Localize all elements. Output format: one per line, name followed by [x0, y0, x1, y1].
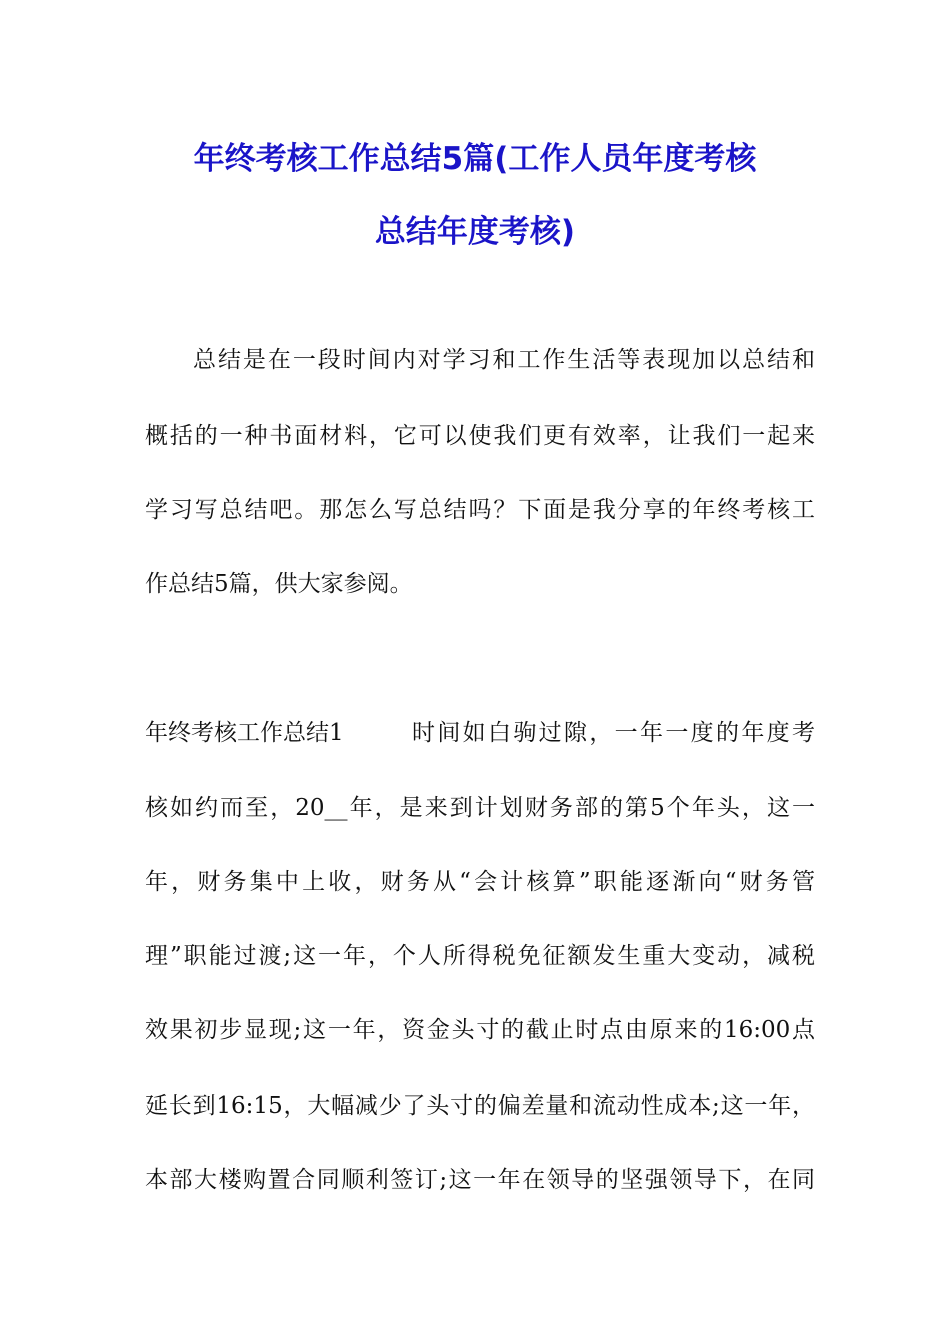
intro-line-3: 学习写总结吧。那怎么写总结吗？下面是我分享的年终考核工 — [145, 497, 815, 523]
document-title-line-1: 年终考核工作总结5篇(工作人员年度考核 — [193, 141, 757, 177]
section-line-6: 延长到16:15，大幅减少了头寸的偏差量和流动性成本;这一年， — [145, 1093, 815, 1119]
section-line-4: 理”职能过渡;这一年，个人所得税免征额发生重大变动，减税 — [145, 943, 815, 969]
intro-line-4: 作总结5篇，供大家参阅。 — [145, 571, 413, 597]
document-title-line-2: 总结年度考核) — [374, 214, 576, 250]
section-line-1: 时间如白驹过隙，一年一度的年度考 — [412, 720, 815, 746]
section-heading: 年终考核工作总结1 — [145, 720, 344, 746]
section-line-2: 核如约而至，20__年，是来到计划财务部的第5个年头，这一 — [145, 795, 815, 821]
section-line-7: 本部大楼购置合同顺利签订;这一年在领导的坚强领导下，在同 — [145, 1167, 815, 1193]
section-line-3: 年，财务集中上收，财务从“会计核算”职能逐渐向“财务管 — [145, 869, 815, 895]
intro-line-2: 概括的一种书面材料，它可以使我们更有效率，让我们一起来 — [145, 423, 815, 449]
section-line-5: 效果初步显现;这一年，资金头寸的截止时点由原来的16:00点 — [145, 1017, 815, 1043]
intro-line-1: 总结是在一段时间内对学习和工作生活等表现加以总结和 — [193, 347, 815, 373]
